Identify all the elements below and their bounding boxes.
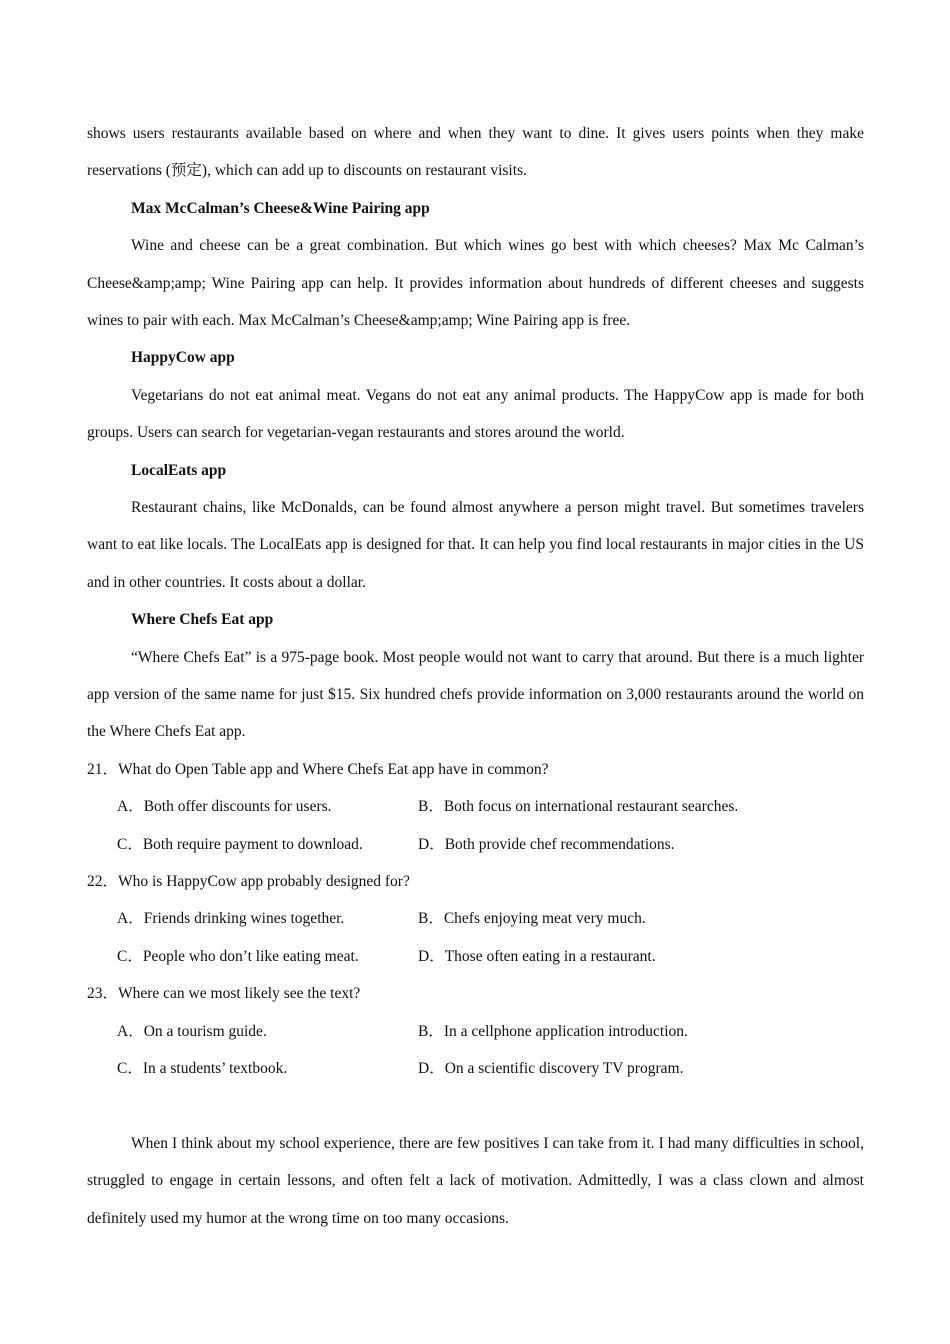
question-21-options-row-2 [87,826,864,863]
question-22-options-row-1 [87,900,864,937]
question-23-options-row-1 [87,1013,864,1050]
question-23-stem: 23．Where can we most likely see the text? [87,985,361,1003]
question-22-option-b: B．Chefs enjoying meat very much. [418,910,646,928]
question-22-option-c: C．People who don’t like eating meat. [117,947,359,965]
question-23-option-b: B．In a cellphone application introduction. [418,1022,688,1040]
intro-line-1: shows users restaurants available based on where and when they want to dine. It gives users points when they make [87,125,864,142]
question-23-option-a: A．On a tourism guide. [117,1022,267,1040]
document-page [87,115,864,1237]
question-21-option-a: A．Both offer discounts for users. [117,798,332,816]
question-21-option-c: C．Both require payment to download. [117,835,363,853]
section-body-cheese-wine: Wine and cheese can be a great combination. But which wines go best with which cheeses? Max Mc Calman’s Cheese&amp;amp; Wine Pairing app can help. It provides information about hundreds of different cheeses and suggests wines to pair with each. Max McCalman’s Cheese&amp;amp; Wine Pairing app is free. [87,237,864,329]
next-passage-paragraph: When I think about my school experience, there are few positives I can take from it. I had many difficulties in school, struggled to engage in certain lessons, and often felt a lack of motivation. Admittedly, I was a class clown and almost definitely used my humor at the wrong time on too many occasions. [87,1134,864,1227]
question-21-stem: 21．What do Open Table app and Where Chefs Eat app have in common? [87,760,549,778]
intro-line-2: reservations (预定), which can add up to discounts on restaurant visits. [87,162,527,180]
question-21-option-b: B．Both focus on international restaurant searches. [418,798,739,816]
question-23-option-d: D．On a scientific discovery TV program. [418,1059,684,1077]
question-22-option-a: A．Friends drinking wines together. [117,910,345,928]
question-23-option-c: C．In a students’ textbook. [117,1059,288,1077]
section-title-localeats: LocalEats app [131,461,227,479]
section-title-cheese-wine: Max McCalman’s Cheese&Wine Pairing app [131,199,430,217]
question-21-options-row-1 [87,788,864,825]
section-title-happycow: HappyCow app [131,349,235,367]
question-21-option-d: D．Both provide chef recommendations. [418,835,675,853]
question-22-options-row-2 [87,938,864,975]
section-title-where-chefs-eat: Where Chefs Eat app [131,611,274,629]
question-23-options-row-2 [87,1050,864,1087]
section-body-where-chefs-eat: “Where Chefs Eat” is a 975-page book. Most people would not want to carry that around. But there is a much lighter app version of the same name for just $15. Six hundred chefs provide information on 3,000 restaurants around the world on the Where Chefs Eat app. [87,648,864,741]
section-body-happycow: Vegetarians do not eat animal meat. Vegans do not eat any animal products. The HappyCow app is made for both groups. Users can search for vegetarian-vegan restaurants and stores around the world. [87,386,864,442]
question-22-stem: 22．Who is HappyCow app probably designed for? [87,872,410,890]
section-body-localeats: Restaurant chains, like McDonalds, can be found almost anywhere a person might travel. But sometimes travelers want to eat like locals. The LocalEats app is designed for that. It can help you find local restaurants in major cities in the US and in other countries. It costs about a dollar. [87,498,864,591]
question-22-option-d: D．Those often eating in a restaurant. [418,947,656,965]
passage-gap [87,1087,864,1124]
